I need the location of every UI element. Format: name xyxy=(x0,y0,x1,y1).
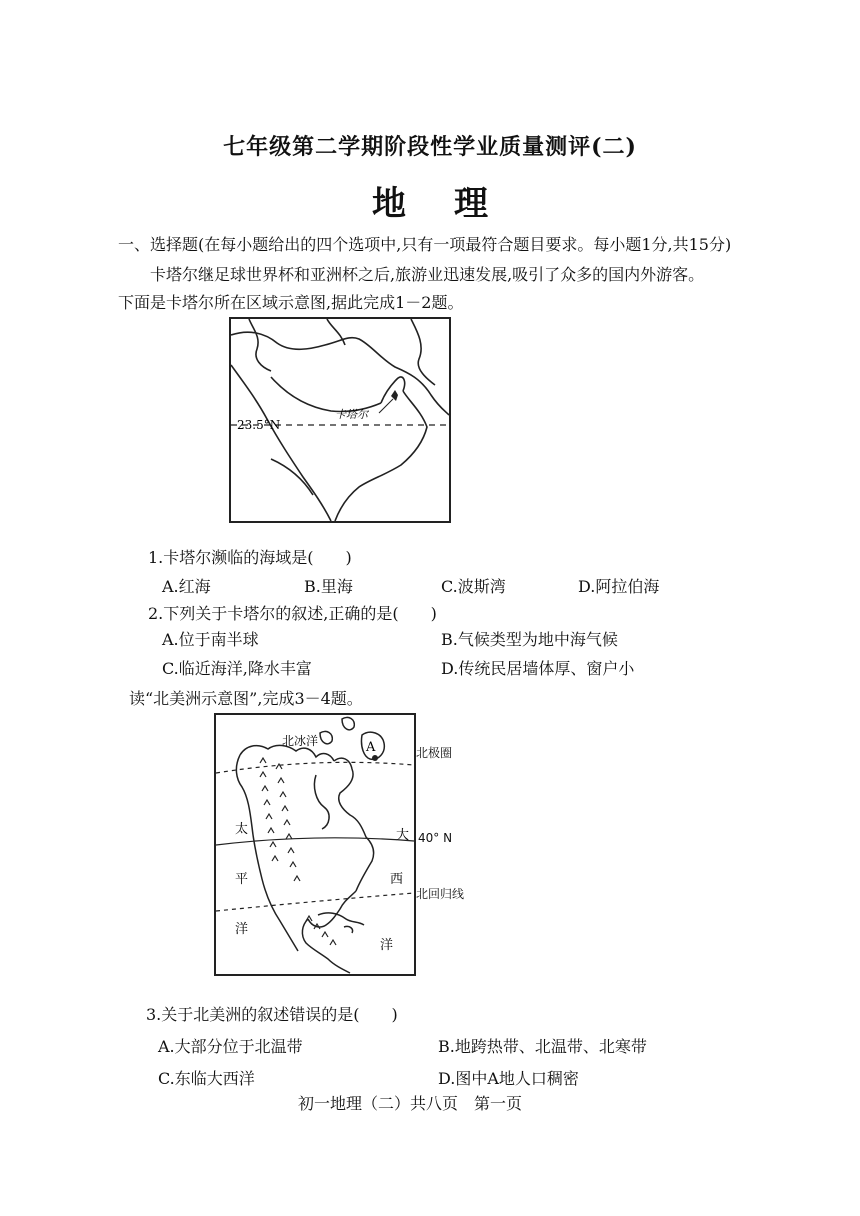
q2-option-d: D.传统民居墙体厚、窗户小 xyxy=(441,659,635,678)
q3-option-c: C.东临大西洋 xyxy=(158,1069,255,1088)
arctic-ocean-label: 北冰洋 xyxy=(282,734,319,748)
arctic-circle-label: 北极圈 xyxy=(416,746,453,760)
page-footer: 初一地理（二）共八页 第一页 xyxy=(298,1094,523,1113)
question-1-stem: 1.卡塔尔濒临的海域是( ) xyxy=(148,548,352,567)
q1-option-c: C.波斯湾 xyxy=(441,577,506,596)
q2-option-c: C.临近海洋,降水丰富 xyxy=(162,659,312,678)
question-2-stem: 2.下列关于卡塔尔的叙述,正确的是( ) xyxy=(148,604,437,623)
intro-line-2: 下面是卡塔尔所在区域示意图,据此完成1－2题。 xyxy=(118,293,464,312)
section-2-intro: 读“北美洲示意图”,完成3－4题。 xyxy=(129,689,363,708)
atlantic-char-1: 大 xyxy=(396,828,410,843)
tropic-label: 北回归线 xyxy=(416,887,465,901)
q3-option-b: B.地跨热带、北温带、北寒带 xyxy=(438,1037,647,1056)
subject-title: 地理 xyxy=(372,184,536,224)
q3-option-d: D.图中A地人口稠密 xyxy=(438,1069,579,1088)
qatar-label: 卡塔尔 xyxy=(335,408,368,421)
exam-title: 七年级第二学期阶段性学业质量测评(二) xyxy=(223,134,637,160)
q3-option-a: A.大部分位于北温带 xyxy=(158,1037,303,1056)
q2-option-a: A.位于南半球 xyxy=(162,630,259,649)
north-america-map xyxy=(214,713,416,976)
question-3-stem: 3.关于北美洲的叙述错误的是( ) xyxy=(146,1005,398,1024)
q1-option-b: B.里海 xyxy=(304,577,353,596)
q1-option-a: A.红海 xyxy=(162,577,211,596)
pacific-char-1: 太 xyxy=(235,822,249,837)
qatar-region-map xyxy=(229,317,451,523)
atlantic-char-2: 西 xyxy=(390,872,404,887)
latitude-40-label: 40° N xyxy=(418,831,453,845)
q2-option-b: B.气候类型为地中海气候 xyxy=(441,630,618,649)
point-a-label: A xyxy=(366,740,376,755)
intro-line-1: 卡塔尔继足球世界杯和亚洲杯之后,旅游业迅速发展,吸引了众多的国内外游客。 xyxy=(150,265,705,284)
section-heading: 一、选择题(在每小题给出的四个选项中,只有一项最符合题目要求。每小题1分,共15分) xyxy=(118,235,732,254)
pacific-char-2: 平 xyxy=(235,872,249,887)
latitude-label: 23.5°N xyxy=(237,418,281,432)
q1-option-d: D.阿拉伯海 xyxy=(578,577,660,596)
pacific-char-3: 洋 xyxy=(235,922,249,937)
atlantic-char-3: 洋 xyxy=(380,938,394,953)
